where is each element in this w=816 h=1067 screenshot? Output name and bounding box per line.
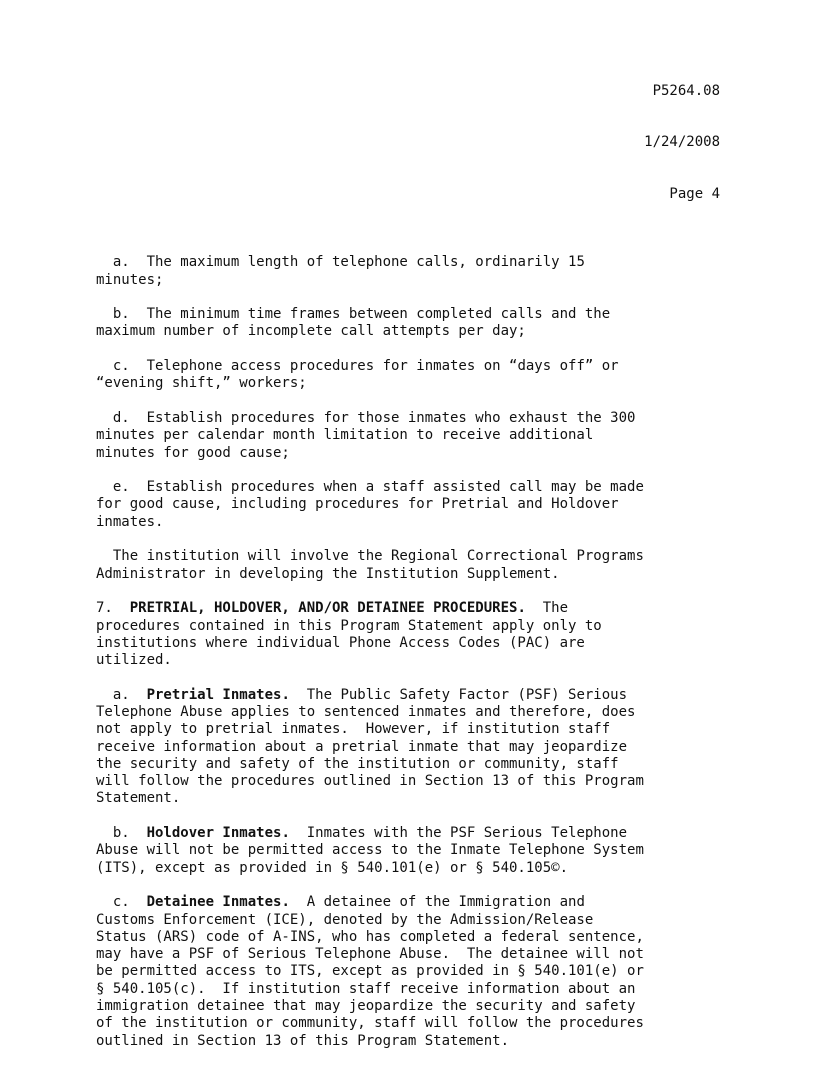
page-number: Page 4 bbox=[669, 186, 720, 203]
detainee-heading: Detainee Inmates. bbox=[146, 894, 290, 911]
pretrial-prefix: a. bbox=[96, 686, 147, 703]
item-a-paragraph: a. The maximum length of telephone calls, ordinarily 15 minutes; bbox=[96, 254, 585, 288]
detainee-paragraph bbox=[96, 894, 720, 1050]
involve-paragraph: The institution will involve the Regional Correctional Programs Administrator in developing the Institution Supplement. bbox=[96, 548, 644, 582]
document-date: 1/24/2008 bbox=[644, 134, 720, 151]
document-page bbox=[96, 48, 720, 1067]
pretrial-body: The Public Safety Factor (PSF) Serious Telephone Abuse applies to sentenced inmates and therefore, does not apply to pretrial inmates. However, if institution staff receive information about a pretrial inmate that may jeopardize the security and safety of the institution or community, staff will follow the procedures outlined in Section 13 of this Program Statement. bbox=[96, 686, 644, 807]
page-header bbox=[96, 48, 720, 238]
detainee-prefix: c. bbox=[96, 894, 147, 911]
holdover-paragraph bbox=[96, 825, 720, 877]
pretrial-heading: Pretrial Inmates. bbox=[146, 686, 290, 703]
item-c-paragraph: c. Telephone access procedures for inmates on “days off” or “evening shift,” workers; bbox=[96, 358, 619, 392]
section-7-paragraph bbox=[96, 600, 720, 669]
section-7-body: The procedures contained in this Program Statement apply only to institutions where individual Phone Access Codes (PAC) are utilized. bbox=[96, 600, 602, 669]
section-7-number: 7. bbox=[96, 600, 130, 617]
pretrial-paragraph bbox=[96, 687, 720, 808]
item-e-paragraph: e. Establish procedures when a staff assisted call may be made for good cause, including procedures for Pretrial and Holdover inmates. bbox=[96, 479, 644, 530]
detainee-body: A detainee of the Immigration and Customs Enforcement (ICE), denoted by the Admission/Release Status (ARS) code of A-INS, who has completed a federal sentence, may have a PSF of Serious Telephone Abuse. The detainee will not be permitted access to ITS, except as provided in § 540.101(e) or § 540.105(c). If institution staff receive information about an immigration detainee that may jeopardize the security and safety of the institution or community, staff will follow the procedures outlined in Section 13 of this Program Statement. bbox=[96, 894, 644, 1049]
item-b-paragraph: b. The minimum time frames between completed calls and the maximum number of incomplete call attempts per day; bbox=[96, 306, 611, 340]
holdover-prefix: b. bbox=[96, 825, 147, 842]
holdover-body: Inmates with the PSF Serious Telephone Abuse will not be permitted access to the Inmate Telephone System (ITS), except as provided in § 540.101(e) or § 540.105©. bbox=[96, 825, 644, 876]
holdover-heading: Holdover Inmates. bbox=[146, 825, 290, 842]
section-7-heading: PRETRIAL, HOLDOVER, AND/OR DETAINEE PROCEDURES. bbox=[129, 600, 526, 617]
item-d-paragraph: d. Establish procedures for those inmates who exhaust the 300 minutes per calendar month limitation to receive additional minutes for good cause; bbox=[96, 409, 636, 461]
document-number: P5264.08 bbox=[652, 82, 720, 99]
